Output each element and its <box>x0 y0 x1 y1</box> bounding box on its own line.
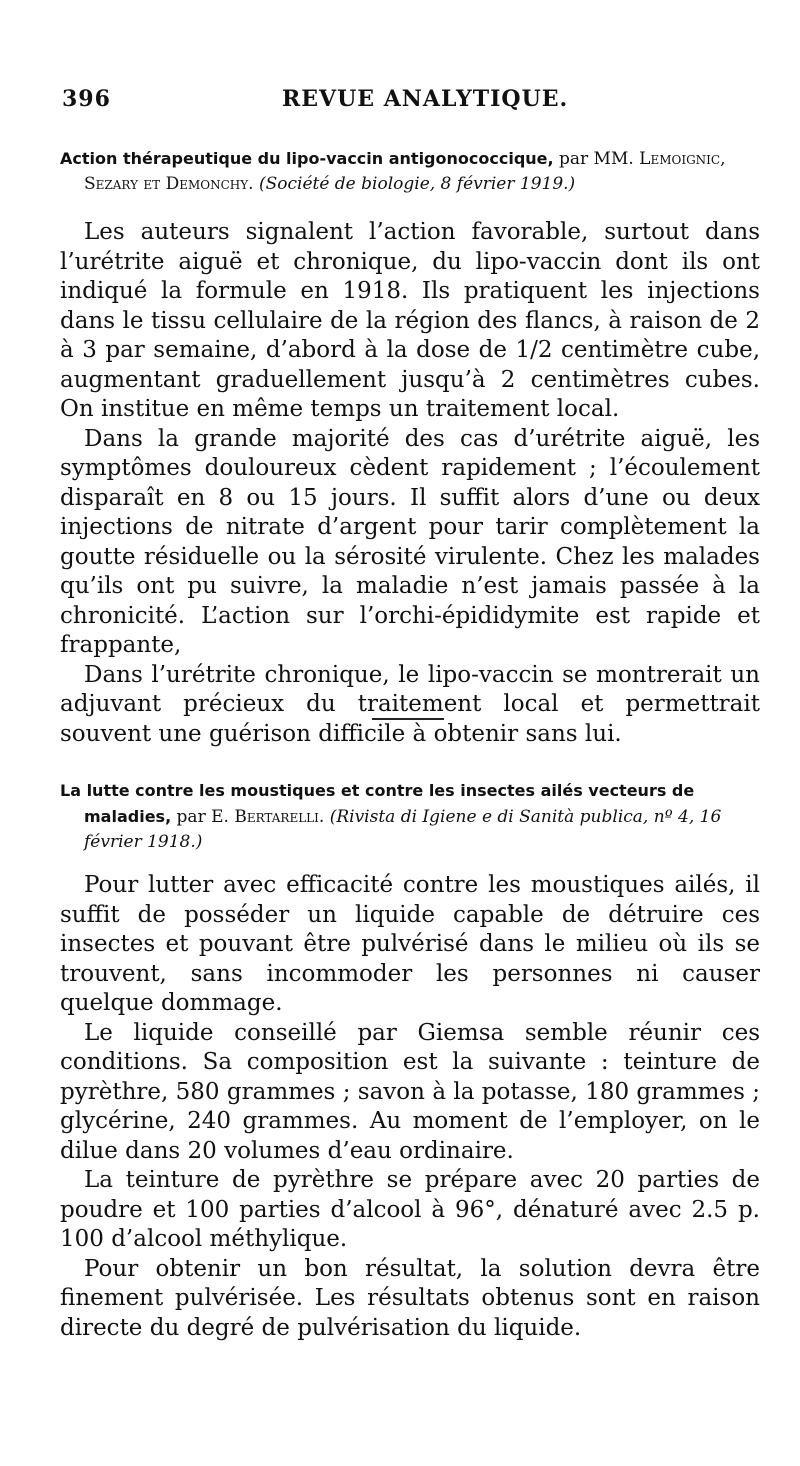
article-source: (Société de biologie, 8 février 1919.) <box>258 174 576 194</box>
article-moustiques <box>60 778 760 1343</box>
paragraph: Dans la grande majorité des cas d’urétrite aiguë, les symptômes douloureux cèdent rapidement ; l’écoulement disparaît en 8 ou 15 jours. Il suffit alors d’une ou deux injections de nitrate d’argent pour tarir complètement la goutte résiduelle ou la sérosité virulente. Chez les malades qu’ils ont pu suivre, la maladie n’est jamais passée à la chronicité. L’action sur l’orchi-épididymite est rapide et frappante, <box>60 425 760 658</box>
article-heading <box>60 778 760 855</box>
page-number: 396 <box>62 86 111 112</box>
paragraph: Pour lutter avec efficacité contre les moustiques ailés, il suffit de posséder un liquide capable de détruire ces insectes et pouvant être pulvérisé dans le milieu où ils se trouvent, sans incommoder les personnes ni causer quelque dommage. <box>60 872 760 1016</box>
paragraph: Les auteurs signalent l’action favorable, surtout dans l’urétrite aiguë et chronique, du lipo-vaccin dont ils ont indiqué la formule en 1918. Ils pratiquent les injections dans le tissu cellulaire de la région des flancs, à raison de 2 à 3 par semaine, d’abord à la dose de 1/2 centimètre cube, augmentant graduellement jusqu’à 2 centimètres cubes. On institue en même temps un traitement local. <box>60 219 760 422</box>
page-header <box>62 86 740 118</box>
article-authors: Lemoignic, Sezary et Demonchy. <box>84 149 726 194</box>
paragraph: La teinture de pyrèthre se prépare avec 20 parties de poudre et 100 parties d’alcool à 96°, dénaturé avec 2.5 p. 100 d’alcool méthylique. <box>60 1167 760 1252</box>
section-separator <box>372 718 444 720</box>
article-body <box>60 218 760 749</box>
paragraph: Dans l’urétrite chronique, le lipo-vaccin se montrerait un adjuvant précieux du traitement local et permettrait souvent une guérison difficile à obtenir sans lui. <box>60 661 760 747</box>
article-subject: La lutte contre les moustiques et contre les insectes ailés vecteurs de maladies, <box>60 781 695 826</box>
article-by: par E. <box>176 807 229 827</box>
article-body <box>60 871 760 1343</box>
paragraph: Le liquide conseillé par Giemsa semble réunir ces conditions. Sa composition est la suivante : teinture de pyrèthre, 580 grammes ; savon à la potasse, 180 grammes ; glycérine, 240 grammes. Au moment de l’employer, on le dilue dans 20 volumes d’eau ordinaire. <box>60 1019 760 1164</box>
article-heading <box>60 146 760 197</box>
paragraph: Pour obtenir un bon résultat, la solution devra être finement pulvérisée. Les résultats obtenus sont en raison directe du degré de pulvérisation du liquide. <box>60 1255 760 1341</box>
article-source: (Rivista di Igiene e di Sanità publica, nº 4, 16 février 1918.) <box>84 807 722 852</box>
article-subject: Action thérapeutique du lipo-vaccin antigonococcique, <box>60 149 554 168</box>
article-lipo-vaccin <box>60 146 760 749</box>
running-title: REVUE ANALYTIQUE. <box>282 86 569 112</box>
article-authors: Bertarelli. <box>234 807 325 827</box>
article-by: par MM. <box>559 149 634 169</box>
